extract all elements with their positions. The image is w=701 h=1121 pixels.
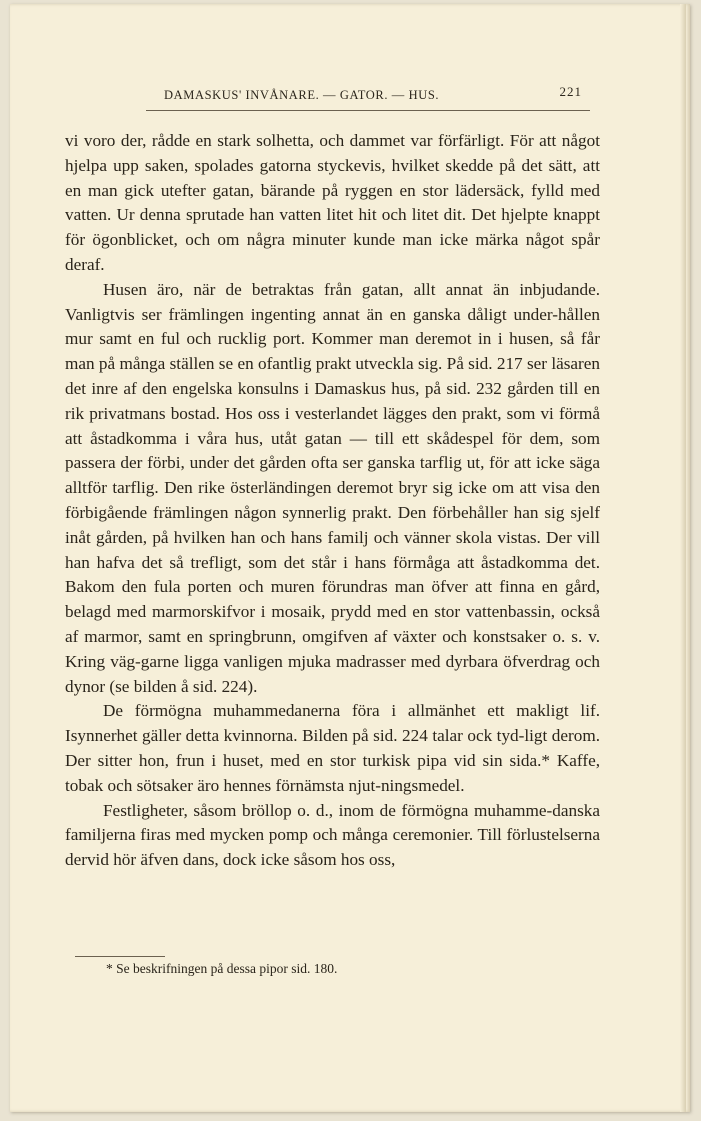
header-rule bbox=[146, 110, 590, 111]
footnote-rule bbox=[75, 956, 165, 957]
page-number: 221 bbox=[559, 84, 582, 99]
footnote: * Se beskrifningen på dessa pipor sid. 180. bbox=[106, 961, 338, 976]
paragraph-1: vi voro der, rådde en stark solhetta, och dammet var förfärligt. För att något hjelpa upp saken, spolades gatorna styckevis, hvilket skedde på det sätt, att en man gick utefter gatan, bärande på ryggen en stor lädersäck, fylld med vatten. Ur denna sprutade han vatten litet hit och litet dit. Det hjelpte knappt för ögonblicket, och om några minuter kunde man icke märka något spår deraf. bbox=[65, 131, 600, 274]
paragraph-2: Husen äro, när de betraktas från gatan, allt annat än inbjudande. Vanligtvis ser främlingen ingenting annat än en ganska dåligt under-hållen mur samt en ful och rucklig port. Kommer man deremot in i husen, så får man på många ställen se en ofantlig prakt utveckla sig. På sid. 217 ser läsaren det inre af den engelska konsulns i Damaskus hus, på sid. 232 gården till en rik privatmans bostad. Hos oss i vesterlandet lägges den prakt, som vi förmå att åstadkomma i våra hus, utåt gatan — till ett skådespel för dem, som passera der förbi, under det gården ofta ser ganska tarflig ut, för att icke säga alltför tarflig. Den rike österländingen deremot bryr sig icke om att visa den förbigående främlingen någon synnerlig prakt. Den förbehåller han sig sjelf inåt gården, på hvilken han och hans familj och vänner skola vistas. Der vill han hafva det så trefligt, som det står i hans förmåga att åstadkomma det. Bakom den fula porten och muren förundras man öfver att finna en gård, belagd med marmorskifvor i mosaik, prydd med en stor vattenbassin, också af marmor, samt en springbrunn, omgifven af växter och konstsaker o. s. v. Kring väg-garne ligga vanligen mjuka madrasser med dyrbara öfverdrag och dynor (se bilden å sid. 224). bbox=[65, 279, 600, 696]
page-edge-shadow bbox=[680, 4, 686, 1112]
page-header bbox=[148, 84, 592, 104]
body-text bbox=[65, 129, 600, 873]
running-title: DAMASKUS' INVÅNARE. — GATOR. — HUS. bbox=[164, 88, 440, 102]
paragraph-4: Festligheter, såsom bröllop o. d., inom de förmögna muhamme-danska familjerna firas med mycken pomp och många ceremonier. Till förlustelserna dervid hör äfven dans, dock icke såsom hos oss, bbox=[65, 800, 600, 870]
paragraph-3: De förmögna muhammedanerna föra i allmänhet ett makligt lif. Isynnerhet gäller detta kvinnorna. Bilden på sid. 224 talar ock tyd-ligt derom. Der sitter hon, frun i huset, med en stor turkisk pipa vid sin sida.* Kaffe, tobak och sötsaker äro hennes förnämsta njut-ningsmedel. bbox=[65, 701, 600, 795]
